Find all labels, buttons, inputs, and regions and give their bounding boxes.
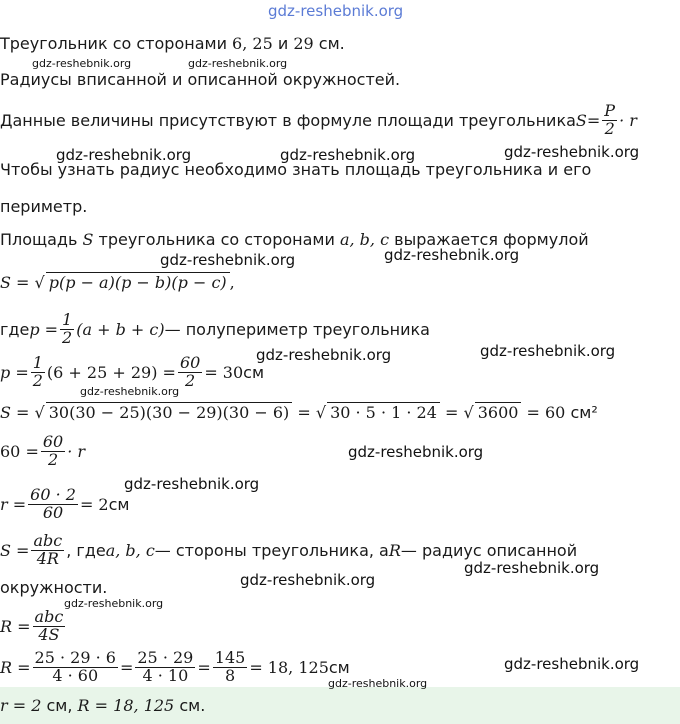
fraction: $\frac{145}{8}$ xyxy=(214,647,246,685)
line-R-calc: R = $\frac{25 \cdot 29 \cdot 6}{4 \cdot 60}$ = $\frac{25 \cdot 29}{4 \cdot 10}$ = $\frac{145}{8}$ = 18, 125 см xyxy=(0,647,350,685)
line-circle: окружности. xyxy=(0,578,108,597)
radical: 30(30 − 25)(30 − 29)(30 − 6) xyxy=(46,402,293,422)
math-abc: a, b, c xyxy=(339,230,390,249)
answer: r = 2 см, R = 18, 125 см. xyxy=(0,696,206,715)
watermark: gdz-reshebnik.org xyxy=(256,346,392,364)
text-unit: см. xyxy=(313,34,345,53)
line-radii: Радиусы вписанной и описанной окружностей. xyxy=(0,70,401,89)
fraction-60-over-2: $\frac{60}{2}$ xyxy=(179,352,201,390)
watermark: gdz-reshebnik.org xyxy=(64,597,164,610)
line-heron-intro: Площадь S треугольника со сторонами a, b, c выражается формулой xyxy=(0,230,589,249)
watermark: gdz-reshebnik.org xyxy=(480,342,616,360)
radical: 30 · 5 · 1 · 24 xyxy=(327,402,440,422)
line-perimeter: периметр. xyxy=(0,197,88,216)
watermark: gdz-reshebnik.org xyxy=(464,559,600,577)
line-area-calc: S = √ 30(30 − 25)(30 − 29)(30 − 6) = √ 30 · 5 · 1 · 24 = √ 3600 = 60 см² xyxy=(0,403,598,422)
line-heron-formula: S = √ p(p − a)(p − b)(p − c) , xyxy=(0,273,235,292)
answer-bar xyxy=(0,687,680,724)
fraction-half: $\frac{1}{2}$ xyxy=(32,352,43,390)
watermark: gdz-reshebnik.org xyxy=(504,655,640,673)
site-watermark: gdz-reshebnik.org xyxy=(268,2,404,20)
fraction-60-over-2: $\frac{60}{2}$ xyxy=(42,431,64,469)
math-S: S xyxy=(82,230,94,249)
watermark: gdz-reshebnik.org xyxy=(280,146,416,164)
fraction: $\frac{25 \cdot 29 \cdot 6}{4 \cdot 60}$ xyxy=(34,647,116,685)
watermark: gdz-reshebnik.org xyxy=(80,385,180,398)
watermark: gdz-reshebnik.org xyxy=(240,571,376,589)
text: Данные величины присутствуют в формуле площади треугольника xyxy=(0,110,576,130)
watermark: gdz-reshebnik.org xyxy=(56,146,192,164)
watermark: gdz-reshebnik.org xyxy=(328,677,428,690)
radical: p(p − a)(p − b)(p − c) xyxy=(46,272,230,292)
line-circumradius-formula: S = $\frac{\text{abc}}{4R}$ , где a, b, c — стороны треугольника, а R — радиус описанной xyxy=(0,530,578,568)
watermark: gdz-reshebnik.org xyxy=(32,57,132,70)
line-R-formula: R = $\frac{\text{abc}}{4S}$ xyxy=(0,606,64,644)
watermark: gdz-reshebnik.org xyxy=(504,143,640,161)
fraction-half: $\frac{1}{2}$ xyxy=(62,309,73,347)
watermark: gdz-reshebnik.org xyxy=(124,475,260,493)
line-semiperimeter-calc: p = $\frac{1}{2}$ (6 + 25 + 29) = $\frac{60}{2}$ = 30 см xyxy=(0,352,265,390)
watermark: gdz-reshebnik.org xyxy=(160,251,296,269)
fraction-abc-over-4S: $\frac{\text{abc}}{4S}$ xyxy=(34,606,64,644)
fraction-r: $\frac{60 \cdot 2}{60}$ xyxy=(30,484,76,522)
fraction: $\frac{25 \cdot 29}{4 \cdot 10}$ xyxy=(137,647,194,685)
math-side-29: 29 xyxy=(293,34,314,53)
line-area-formula-intro xyxy=(0,98,637,142)
line-need-area: Чтобы узнать радиус необходимо знать площадь треугольника и его xyxy=(0,160,592,179)
math-S: S xyxy=(575,110,587,130)
fraction-P-over-2: $\frac{P}{2}$ xyxy=(604,100,616,138)
math-r: · r xyxy=(619,110,637,130)
line-semiperimeter-def: где p = $\frac{1}{2}$ (a + b + c) — полупериметр треугольника xyxy=(0,309,430,347)
watermark: gdz-reshebnik.org xyxy=(384,246,520,264)
text: Треугольник со сторонами xyxy=(0,34,233,53)
watermark: gdz-reshebnik.org xyxy=(188,57,288,70)
text: и xyxy=(272,34,294,53)
line-60-eq: 60 = $\frac{60}{2}$ · r xyxy=(0,431,86,469)
fraction-abc-over-4R: $\frac{\text{abc}}{4R}$ xyxy=(33,530,63,568)
line-r-calc: r = $\frac{60 \cdot 2}{60}$ = 2 см xyxy=(0,484,130,522)
radical: 3600 xyxy=(475,402,522,422)
math-eq: = xyxy=(586,110,601,130)
watermark: gdz-reshebnik.org xyxy=(348,443,484,461)
math-sides: 6, 25 xyxy=(232,34,273,53)
line-triangle-sides xyxy=(0,34,345,53)
